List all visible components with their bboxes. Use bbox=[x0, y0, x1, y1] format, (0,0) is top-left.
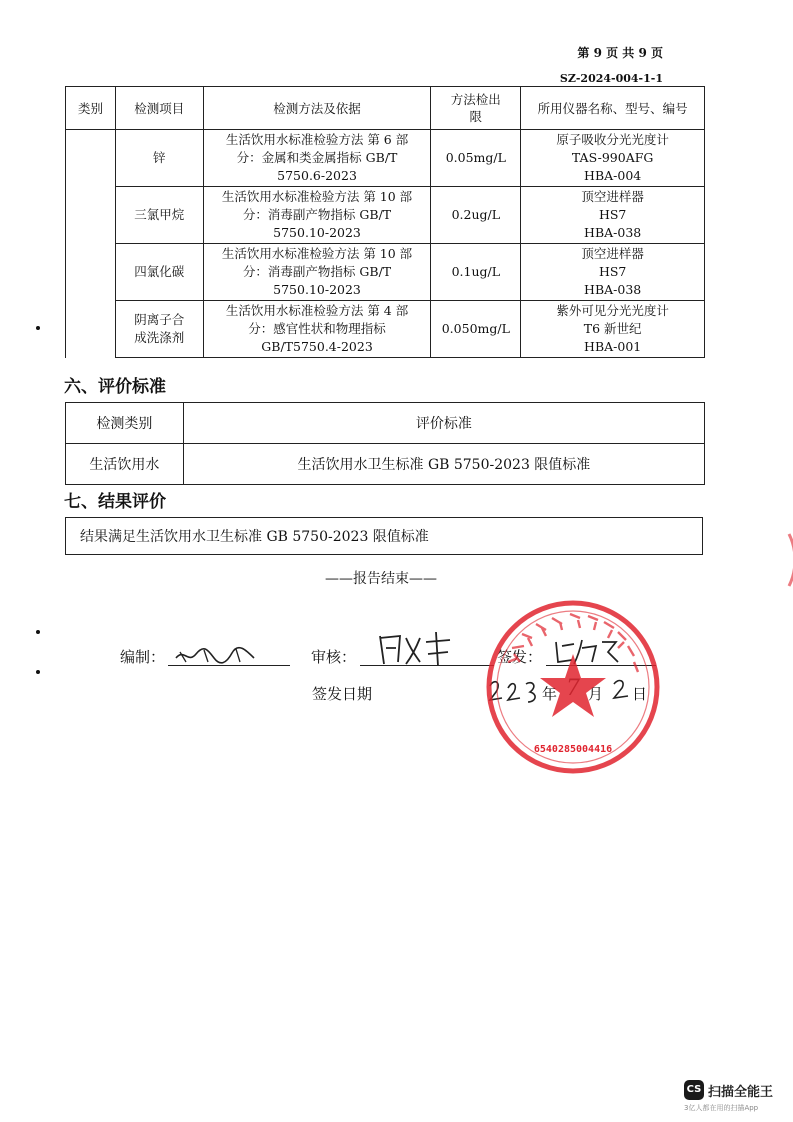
scan-dot bbox=[36, 630, 40, 634]
table-row bbox=[66, 301, 705, 358]
app-name: 扫描全能王 bbox=[708, 1084, 774, 1100]
company-seal bbox=[478, 592, 668, 782]
instrument-cell: 紫外可见分光光度计 T6 新世纪 HBA-001 bbox=[521, 301, 705, 358]
editor-signature bbox=[174, 644, 264, 666]
method-cell: 生活饮用水标准检验方法 第 4 部 分：感官性状和物理指标 GB/T5750.4-2023 bbox=[203, 301, 431, 358]
test-category-cell: 生活饮用水 bbox=[66, 444, 184, 485]
reviewer-signature bbox=[376, 628, 456, 668]
scan-dot bbox=[36, 326, 40, 330]
instrument-cell: 顶空进样器 HS7 HBA-038 bbox=[521, 244, 705, 301]
limit-cell: 0.1ug/L bbox=[431, 244, 521, 301]
report-number: SZ-2024-004-1-1 bbox=[559, 72, 663, 85]
app-slogan: 3亿人都在用的扫描App bbox=[684, 1104, 759, 1112]
item-cell: 锌 bbox=[115, 130, 203, 187]
header-item: 检测项目 bbox=[115, 87, 203, 130]
standard-cell: 生活饮用水卫生标准 GB 5750-2023 限值标准 bbox=[183, 444, 704, 485]
issue-date-day-suffix: 日 bbox=[632, 685, 648, 703]
limit-cell: 0.2ug/L bbox=[431, 187, 521, 244]
table-header-row bbox=[66, 87, 705, 130]
item-cell: 四氯化碳 bbox=[115, 244, 203, 301]
method-cell: 生活饮用水标准检验方法 第 10 部 分：消毒副产物指标 GB/T 5750.10-2023 bbox=[203, 244, 431, 301]
seal-number: 6540285004416 bbox=[533, 744, 613, 755]
table-row bbox=[66, 244, 705, 301]
method-cell: 生活饮用水标准检验方法 第 6 部 分：金属和类金属指标 GB/T 5750.6-2023 bbox=[203, 130, 431, 187]
section-title-evaluation-standard: 六、评价标准 bbox=[64, 377, 166, 397]
limit-cell: 0.050mg/L bbox=[431, 301, 521, 358]
result-text: 结果满足生活饮用水卫生标准 GB 5750-2023 限值标准 bbox=[65, 517, 703, 555]
instrument-cell: 顶空进样器 HS7 HBA-038 bbox=[521, 187, 705, 244]
cs-logo-icon: CS bbox=[684, 1080, 704, 1100]
issue-date-month-suffix: 月 bbox=[588, 685, 604, 703]
instrument-cell: 原子吸收分光光度计 TAS-990AFG HBA-004 bbox=[521, 130, 705, 187]
table-row bbox=[66, 130, 705, 187]
method-cell: 生活饮用水标准检验方法 第 10 部 分：消毒副产物指标 GB/T 5750.10-2023 bbox=[203, 187, 431, 244]
header-method: 检测方法及依据 bbox=[203, 87, 431, 130]
scan-dot bbox=[36, 670, 40, 674]
item-cell: 阴离子合 成洗涤剂 bbox=[115, 301, 203, 358]
table-row bbox=[66, 444, 705, 485]
header-test-category: 检测类别 bbox=[66, 403, 184, 444]
header-limit: 方法检出限 bbox=[431, 87, 521, 130]
item-cell: 三氯甲烷 bbox=[115, 187, 203, 244]
evaluation-standard-table bbox=[65, 402, 705, 485]
reviewer-label: 审核： bbox=[311, 648, 357, 666]
method-table bbox=[65, 86, 705, 358]
header-category: 类别 bbox=[66, 87, 116, 130]
issue-date-year-suffix: 年 bbox=[542, 685, 558, 703]
category-cell bbox=[66, 130, 116, 358]
edge-mark bbox=[753, 530, 793, 590]
limit-cell: 0.05mg/L bbox=[431, 130, 521, 187]
table-header-row bbox=[66, 403, 705, 444]
report-end-mark: ——报告结束—— bbox=[325, 571, 437, 587]
issue-date-label: 签发日期 bbox=[312, 685, 373, 703]
header-standard: 评价标准 bbox=[183, 403, 704, 444]
editor-label: 编制： bbox=[120, 648, 166, 666]
issuer-label: 签发： bbox=[497, 648, 543, 666]
table-row bbox=[66, 187, 705, 244]
scanner-app-logo bbox=[684, 1080, 773, 1100]
page-number: 第 9 页 共 9 页 bbox=[577, 46, 663, 60]
header-instrument: 所用仪器名称、型号、编号 bbox=[521, 87, 705, 130]
section-title-result-evaluation: 七、结果评价 bbox=[64, 492, 166, 512]
